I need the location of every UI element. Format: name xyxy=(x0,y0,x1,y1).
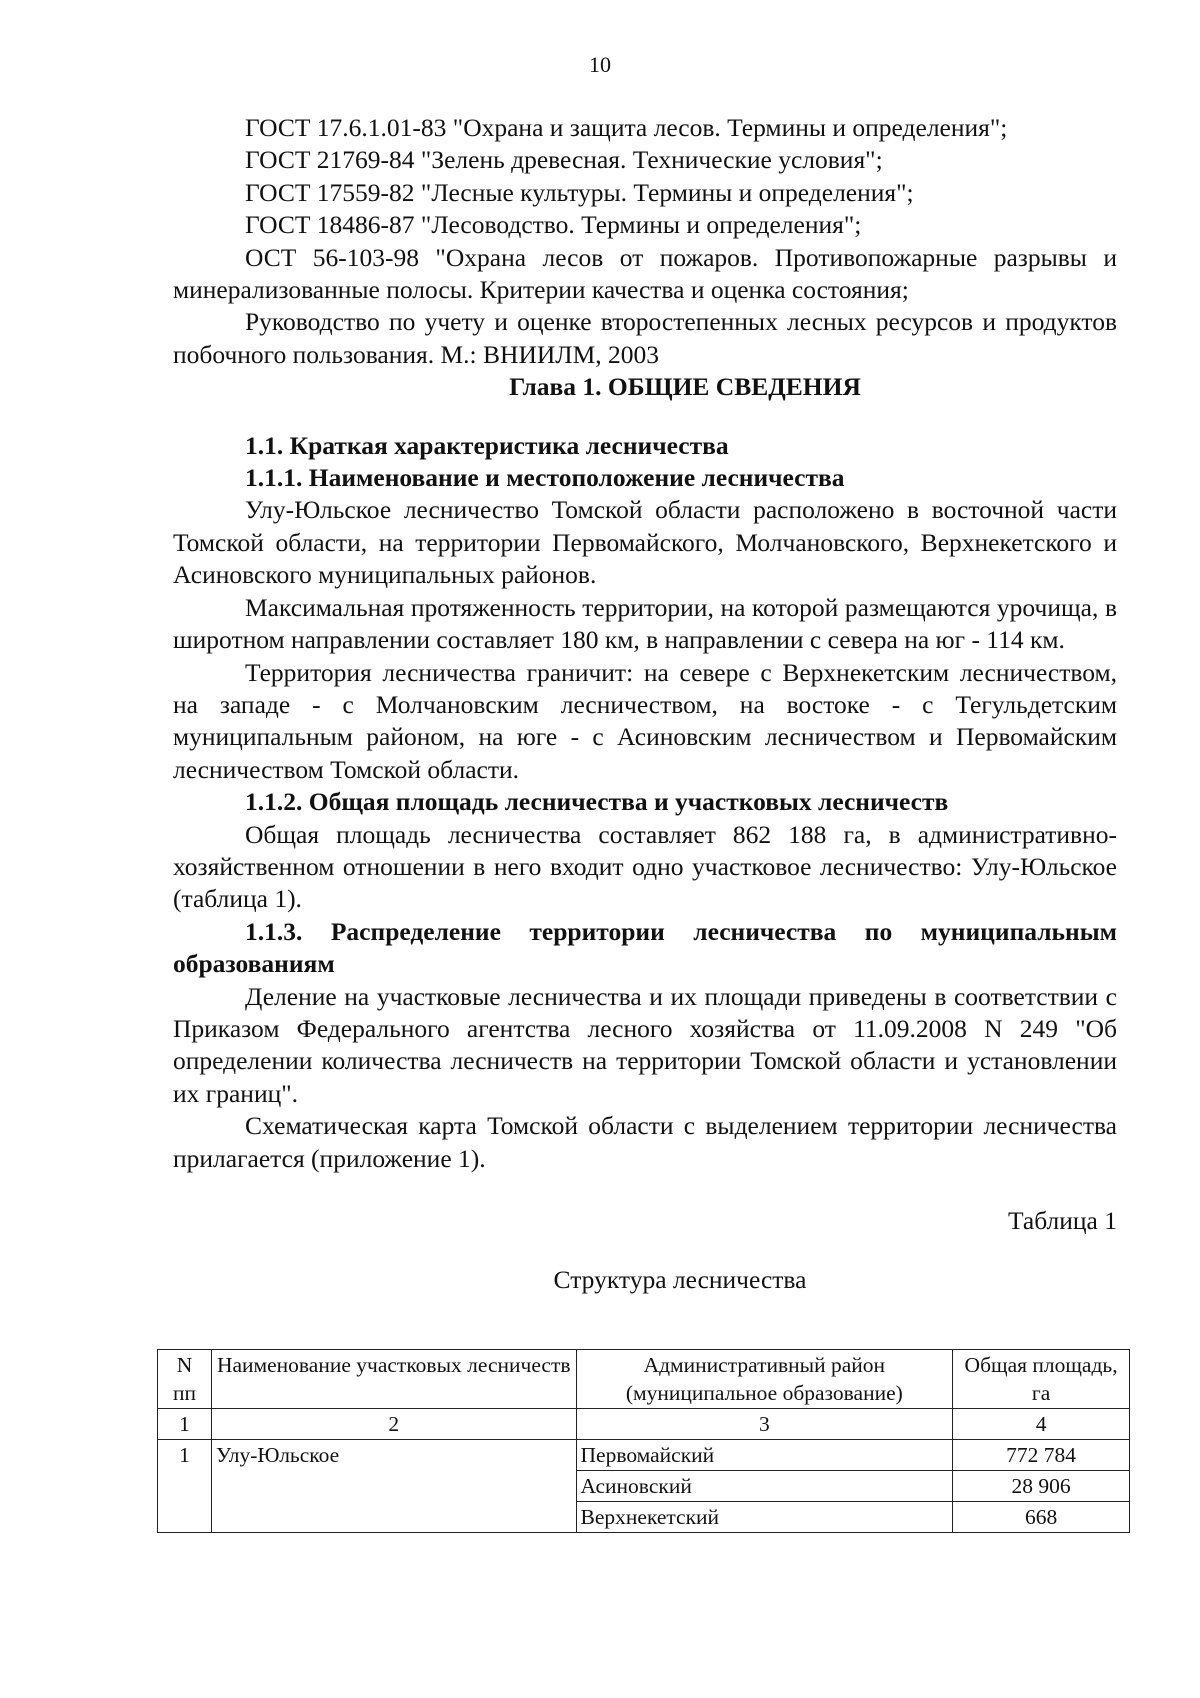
col-number: 4 xyxy=(953,1409,1130,1440)
row-district: Асиновский xyxy=(576,1471,953,1502)
col-number: 1 xyxy=(158,1409,212,1440)
table-title: Структура лесничества xyxy=(553,1265,807,1295)
paragraph-area: Общая площадь лесничества составляет 862 188 га, в административно-хозяйственном отношении в него входит одно участковое лесничество: Улу-Юльское (таблица 1). xyxy=(173,819,1117,914)
col-number: 3 xyxy=(576,1409,953,1440)
forestry-structure-table xyxy=(157,1349,1130,1533)
paragraph-map: Схематическая карта Томской области с выделением территории лесничества прилагается (приложение 1). xyxy=(173,1111,1117,1173)
guide-reference: Руководство по учету и оценке второстепенных лесных ресурсов и продуктов побочного пользования. М.: ВНИИЛМ, 2003 xyxy=(173,307,1117,369)
row-area: 28 906 xyxy=(953,1471,1130,1502)
row-district: Верхнекетский xyxy=(576,1502,953,1533)
gost-18486-87: ГОСТ 18486-87 "Лесоводство. Термины и определения"; xyxy=(245,210,862,240)
paragraph-extent: Максимальная протяженность территории, на которой размещаются урочища, в широтном направлении составляет 180 км, в направлении с севера на юг - 114 км. xyxy=(173,592,1117,655)
table-row xyxy=(158,1440,1130,1471)
gost-21769-84: ГОСТ 21769-84 "Зелень древесная. Технические условия"; xyxy=(245,145,883,175)
heading-1-1-3: 1.1.3. Распределение территории лесничества по муниципальным образованиям xyxy=(173,916,1117,979)
heading-1-1-1: 1.1.1. Наименование и местоположение лесничества xyxy=(245,463,845,493)
header-district: Административный район (муниципальное образование) xyxy=(576,1350,953,1409)
heading-1-1-2: 1.1.2. Общая площадь лесничества и участковых лесничеств xyxy=(245,787,949,817)
heading-1-1: 1.1. Краткая характеристика лесничества xyxy=(245,430,729,460)
column-number-row xyxy=(158,1409,1130,1440)
header-name: Наименование участковых лесничеств xyxy=(211,1350,576,1409)
table-label: Таблица 1 xyxy=(1007,1206,1117,1235)
paragraph-division: Деление на участковые лесничества и их площади приведены в соответствии с Приказом Федерального агентства лесного хозяйства от 11.09.2008 N 249 "Об определении количества лесничеств на территории Томской области и установлении их границ". xyxy=(173,981,1117,1108)
table-header-row xyxy=(158,1350,1130,1409)
header-area: Общая площадь, га xyxy=(953,1350,1130,1409)
document-body xyxy=(173,112,1117,1295)
page-number: 10 xyxy=(589,52,611,77)
header-n-line1: N xyxy=(176,1353,193,1377)
col-number: 2 xyxy=(211,1409,576,1440)
ost-56-103-98: ОСТ 56-103-98 "Охрана лесов от пожаров. Противопожарные разрывы и минерализованные полосы. Критерии качества и оценка состояния; xyxy=(173,242,1117,305)
row-district: Первомайский xyxy=(576,1440,953,1471)
row-area: 772 784 xyxy=(953,1440,1130,1471)
gost-17559-82: ГОСТ 17559-82 "Лесные культуры. Термины и определения"; xyxy=(245,177,914,207)
paragraph-borders: Территория лесничества граничит: на севере с Верхнекетским лесничеством, на западе - с Молчановским лесничеством, на востоке - с Тегульдетским муниципальным районом, на юге - с Асиновским лесничеством и Первомайским лесничеством Томской области. xyxy=(173,657,1117,784)
gost-17-6-1-01-83: ГОСТ 17.6.1.01-83 "Охрана и защита лесов. Термины и определения"; xyxy=(245,113,1008,142)
row-forestry-name: Улу-Юльское xyxy=(211,1440,576,1533)
chapter-title: Глава 1. ОБЩИЕ СВЕДЕНИЯ xyxy=(509,372,861,402)
header-n xyxy=(158,1350,212,1409)
paragraph-location: Улу-Юльское лесничество Томской области расположено в восточной части Томской области, на территории Первомайского, Молчановского, Верхнекетского и Асиновского муниципальных районов. xyxy=(173,495,1117,590)
row-number: 1 xyxy=(158,1440,212,1533)
row-area: 668 xyxy=(953,1502,1130,1533)
header-n-line2: пп xyxy=(172,1381,196,1405)
